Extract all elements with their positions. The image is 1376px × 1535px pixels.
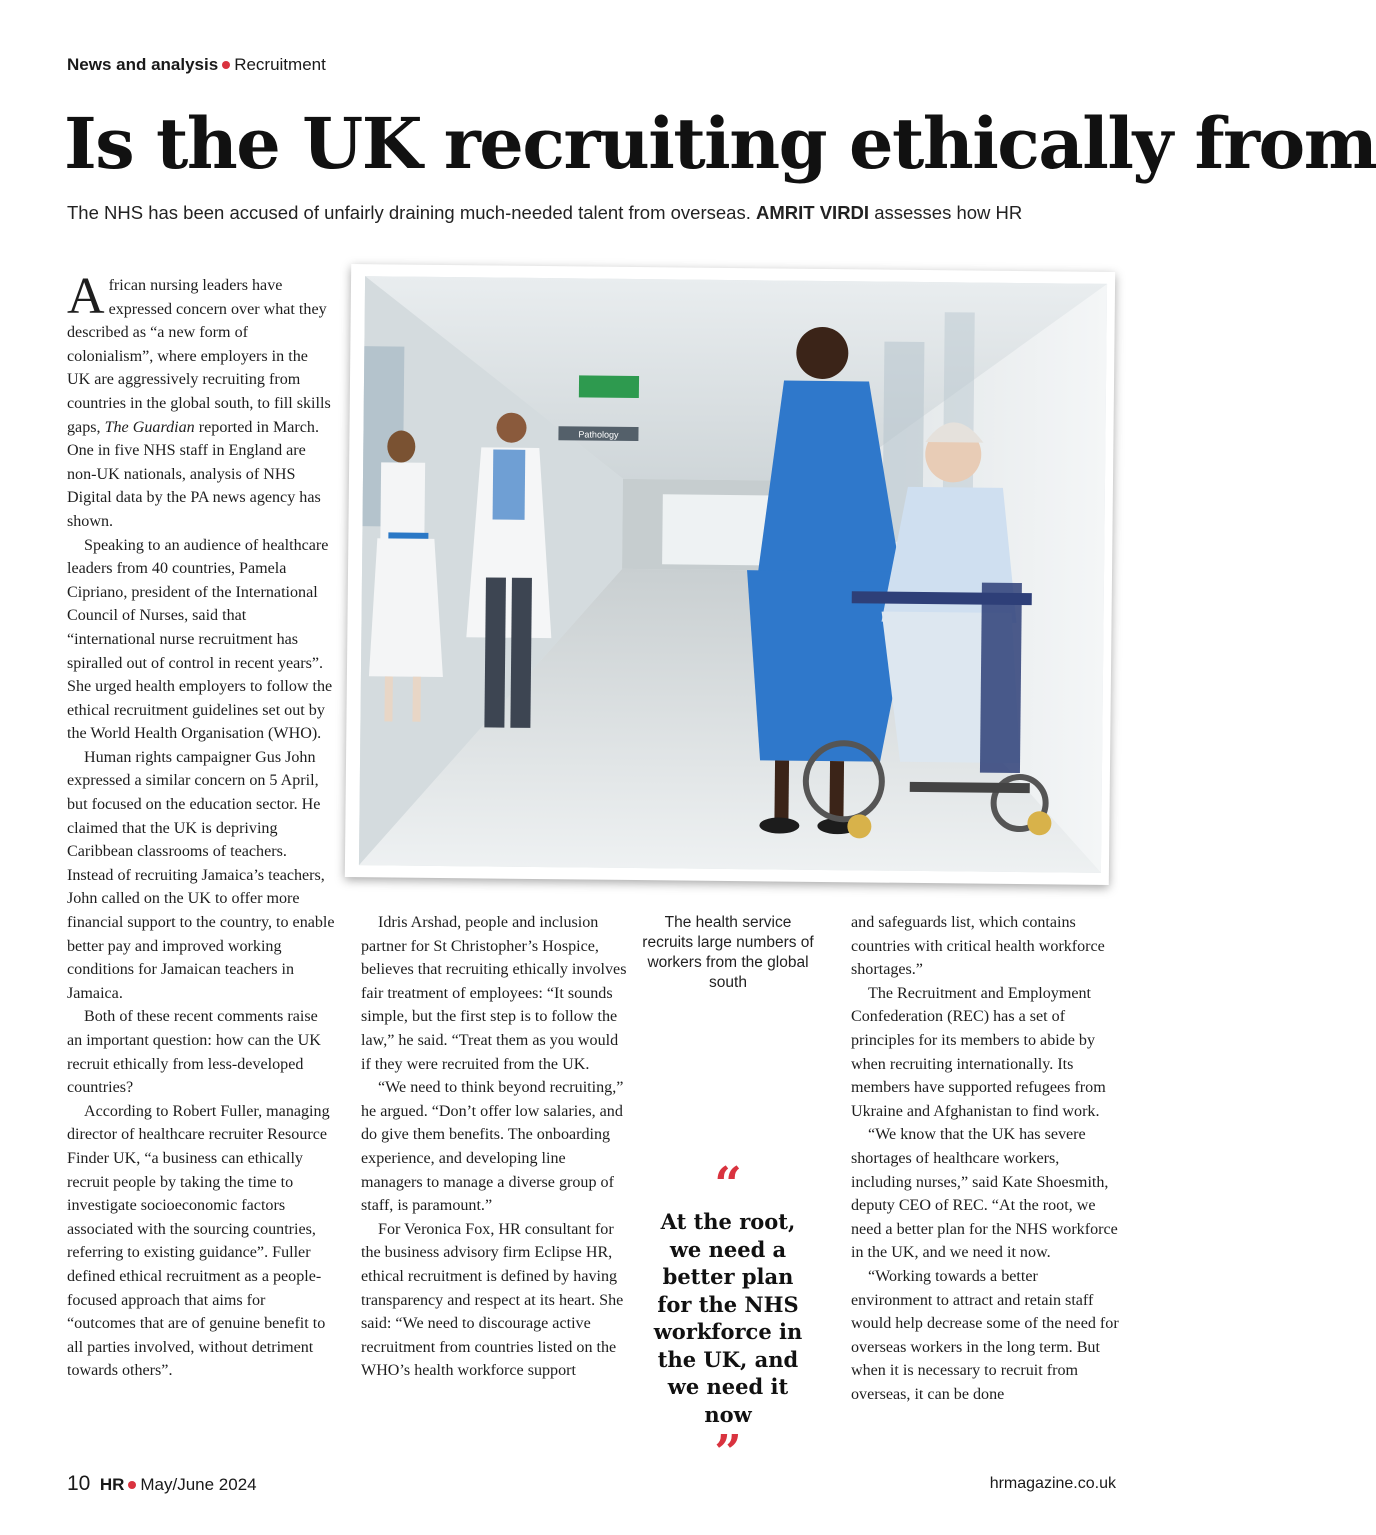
drop-cap: A [67,268,105,325]
section-kicker [67,55,326,75]
paragraph: Speaking to an audience of healthcare leaders from 40 countries, Pamela Cipriano, president of the International Council of Nurses, said that “international nurse recruitment has spiralled out of control in recent years”. She urged health employers to follow the ethical recruitment guidelines set out by the World Health Organisation (WHO). [67,536,333,743]
paragraph: “Working towards a better environment to attract and retain staff would help decrease some of the need for overseas workers in the long term. But when it is necessary to recruit from overseas, it can be done [851,1267,1119,1403]
author-name: AMRIT VIRDI [756,202,870,223]
standfirst [67,202,1200,224]
article-column-2 [361,911,629,1383]
magazine-brand: HR [99,1475,125,1494]
hospital-corridor-photo [359,276,1107,873]
paragraph: The Recruitment and Employment Confederation (REC) has a set of principles for its members to abide by when recruiting internationally. Its members have supported refugees from Ukraine and Afghanistan to find work. [851,984,1106,1120]
paragraph: According to Robert Fuller, managing director of healthcare recruiter Resource Finder UK, “a business can ethically recruit people by taking the time to investigate socioeconomic factors associated with the sourcing countries, referring to existing guidance”. Fuller defined ethical recruitment as a people-focused approach that aims for “outcomes that are of genuine benefit to all parties involved, without detriment towards others”. [67,1102,330,1380]
subsection-label: Recruitment [234,55,326,74]
close-quote-icon: ” [714,1425,742,1481]
bullet-dot-icon [128,1481,136,1489]
paragraph: For Veronica Fox, HR consultant for the business advisory firm Eclipse HR, ethical recruitment is defined by having transparency and respect at its heart. She said: “We need to discourage active recruitment from countries listed on the WHO’s health workforce support [361,1220,624,1380]
paragraph: “We need to think beyond recruiting,” he argued. “Don’t offer low salaries, and do give them benefits. The onboarding experience, and developing line managers to manage a diverse group of staff, is paramount.” [361,1079,624,1215]
paragraph: Human rights campaigner Gus John expressed a similar concern on 5 April, but focused on the education sector. He claimed that the UK is depriving Caribbean classrooms of teachers. Instead of recruiting Jamaica’s teachers, John called on the UK to offer more financial support to the country, to enable better pay and improved working conditions for Jamaican teachers in Jamaica. [67,748,335,1002]
source-title: The Guardian [104,418,195,436]
page-footer [67,1472,257,1496]
paragraph: and safeguards list, which contains countries with critical health workforce shortages.” [851,914,1105,979]
paragraph: Idris Arshad, people and inclusion partner for St Christopher’s Hospice, believes that recruiting ethically involves fair treatment of employees: “It sounds simple, but the first step is to follow the law,” he said. “Treat them as you would if they were recruited from the UK. [361,914,627,1073]
pathology-sign-text: Pathology [578,429,619,440]
issue-date: May/June 2024 [140,1475,257,1494]
pull-quote-text: At the root, we need a better plan for the NHS workforce in the UK, and we need it now [653,1209,803,1427]
paragraph-text: reported in March. One in five NHS staff in England are non-UK nationals, analysis of NHS Digital data by the PA news agency has shown. [67,418,321,530]
paragraph: “We know that the UK has severe shortages of healthcare workers, including nurses,” said Kate Shoesmith, deputy CEO of REC. “At the root, we need a better plan for the NHS workforce in the UK, and we need it now. [851,1126,1118,1262]
photo-frame [345,264,1115,885]
paragraph: Both of these recent comments raise an important question: how can the UK recruit ethically from less-developed countries? [67,1008,321,1097]
section-label: News and analysis [67,55,219,74]
bullet-dot-icon [222,61,230,69]
paragraph-text: frican nursing leaders have expressed concern over what they described as “a new form of colonialism”, where employers in the UK are aggressively recruiting from countries in the global south, to fill skills gaps, [67,277,331,436]
paragraph [67,268,335,534]
photo-caption: The health service recruits large numbers of workers from the global south [642,914,814,991]
standfirst-tail: assesses how HR [874,202,1023,223]
article-column-1 [67,268,335,1383]
open-quote-icon: “ [714,1157,742,1213]
page-number: 10 [67,1472,91,1495]
standfirst-text: The NHS has been accused of unfairly draining much-needed talent from overseas. [67,202,751,223]
headline: Is the UK recruiting ethically from [64,102,1376,185]
website-url: hrmagazine.co.uk [989,1475,1116,1492]
article-column-4 [851,911,1121,1406]
pull-quote [645,1157,811,1481]
